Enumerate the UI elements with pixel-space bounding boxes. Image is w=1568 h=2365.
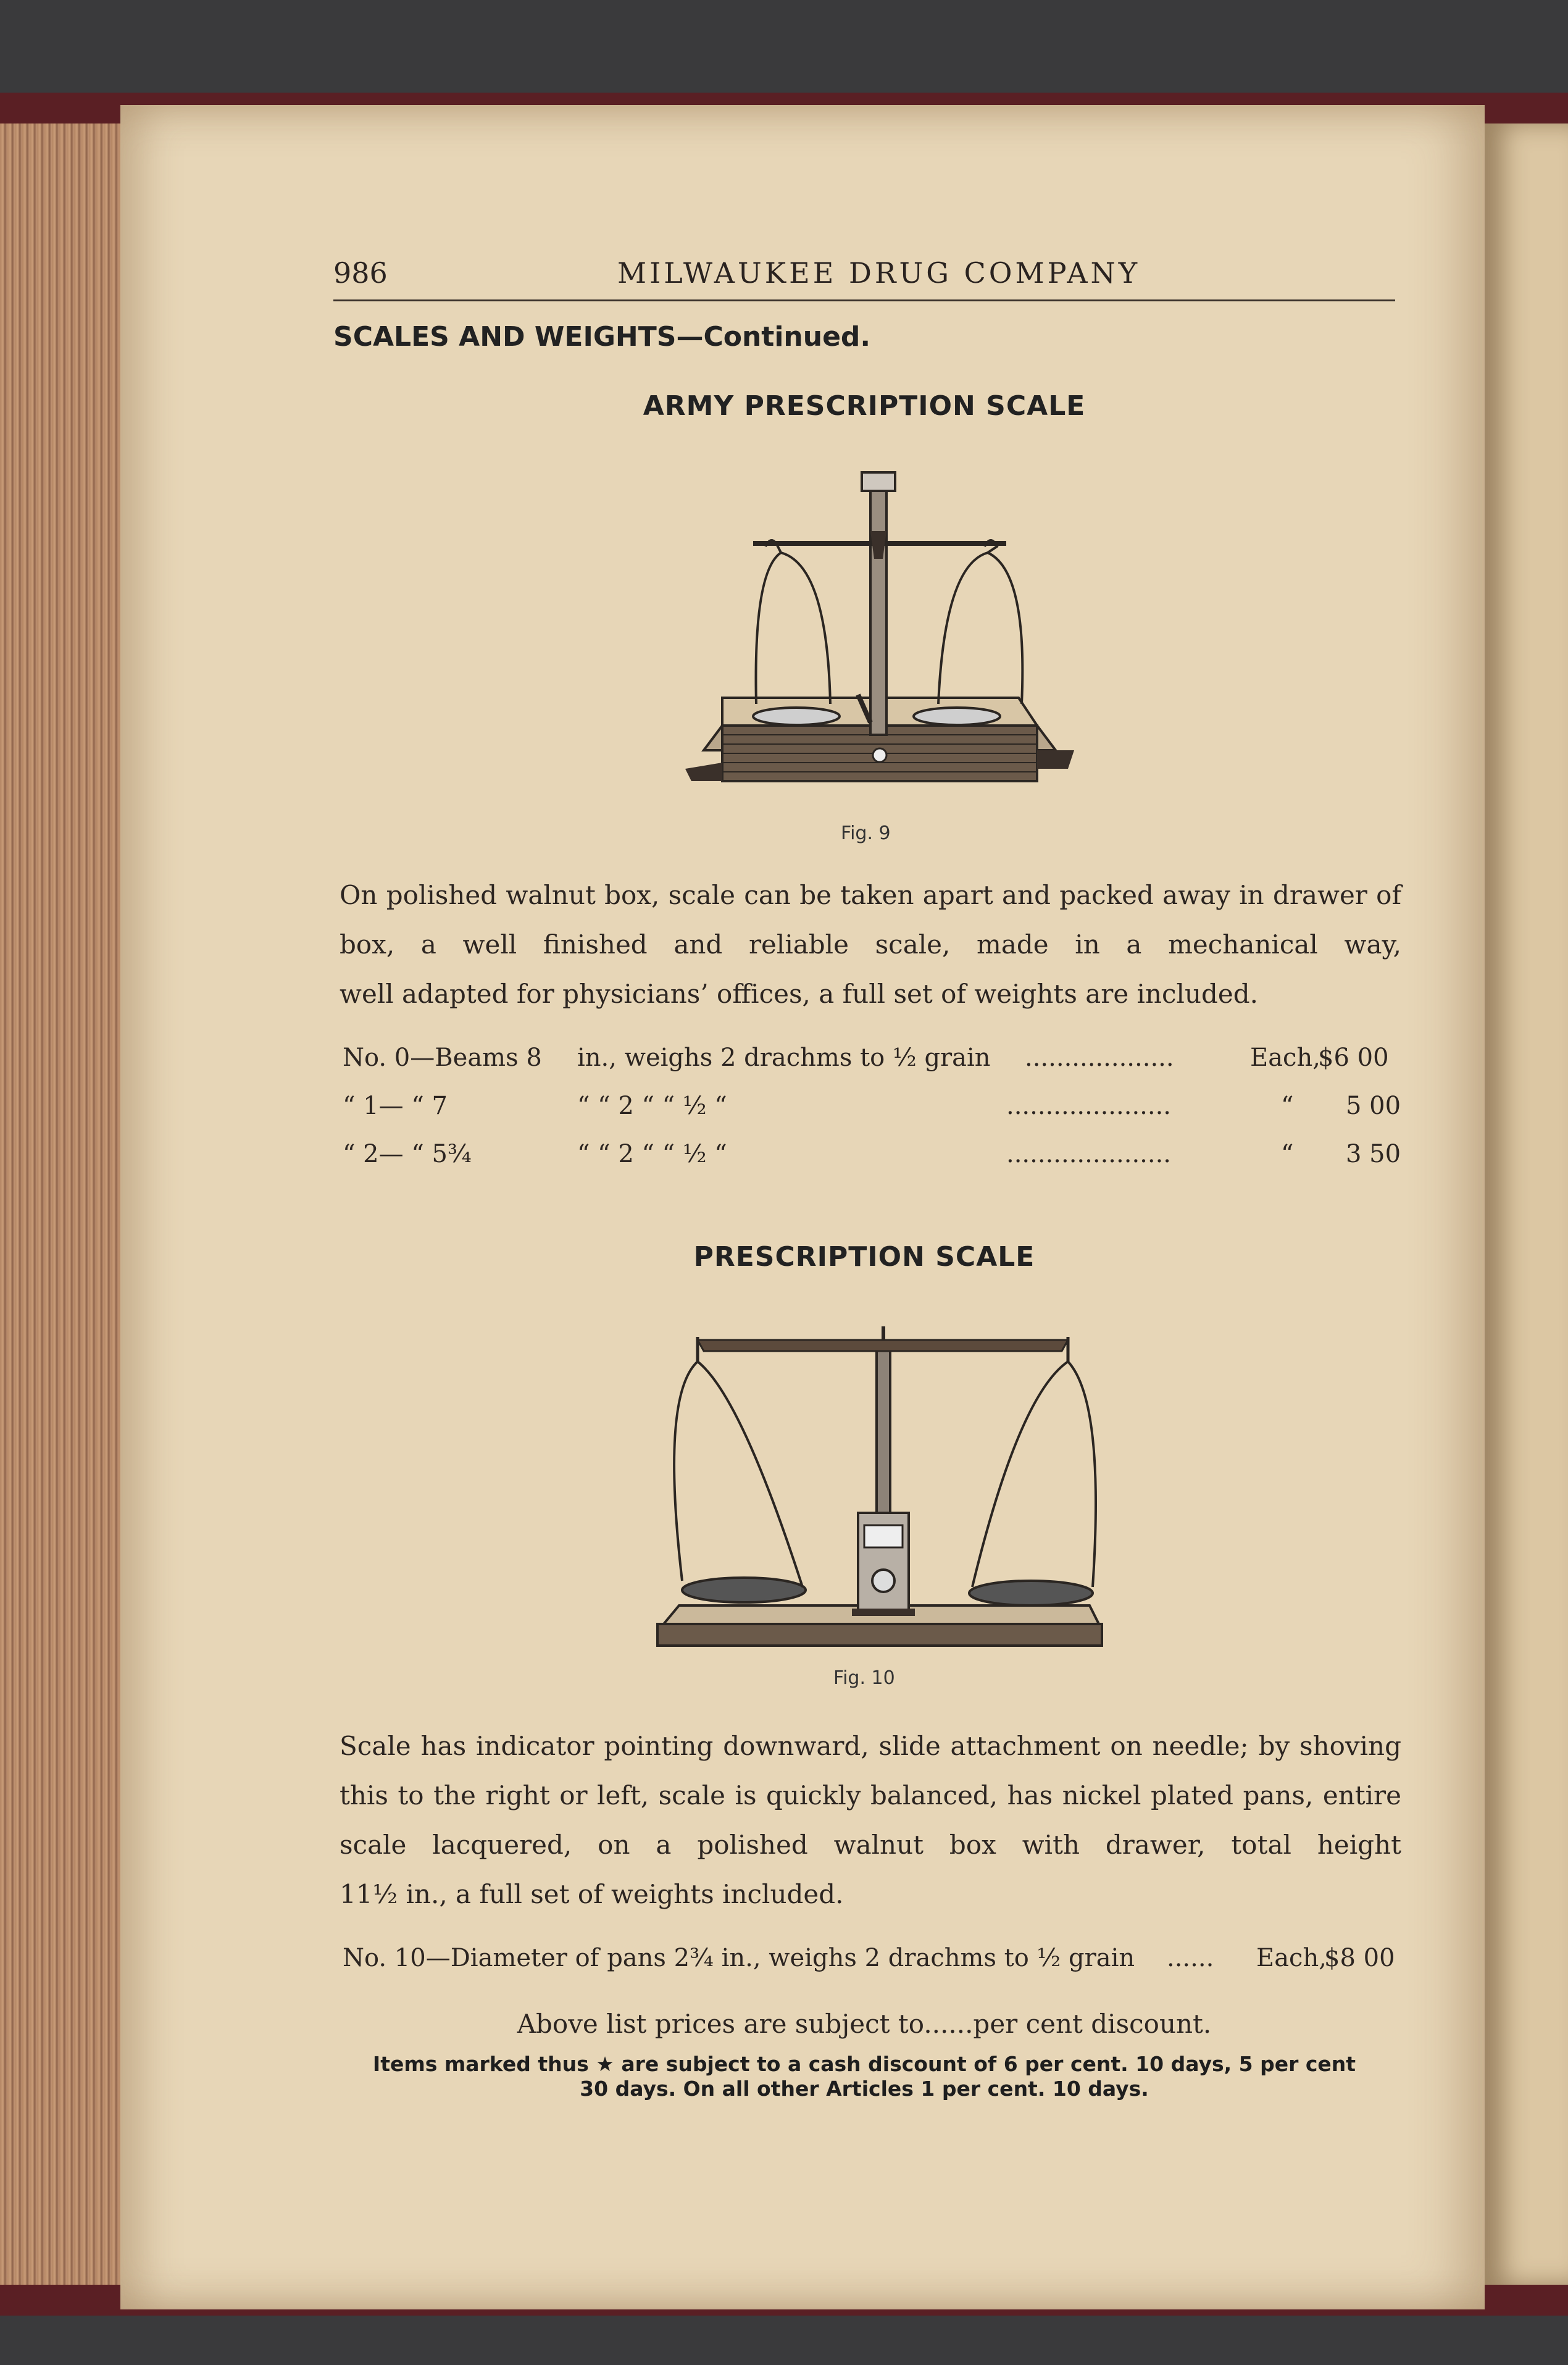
adjacent-page [1485, 123, 1568, 2285]
price-row-1: “ 1— “ 7 “ “ 2 “ “ ½ “ ..................... “ 5 00 [343, 1092, 1401, 1120]
section-title: SCALES AND WEIGHTS—Continued. [333, 321, 871, 353]
header-rule [333, 299, 1395, 301]
footer-line-1: Items marked thus ★ are subject to a cash discount of 6 per cent. 10 days, 5 per cent [372, 2052, 1356, 2076]
running-header: MILWAUKEE DRUG COMPANY [617, 256, 1141, 290]
army-description-last-line: well adapted for physicians’ offices, a full set of weights are included. [340, 979, 1259, 1009]
page-edges [0, 123, 130, 2285]
page-number: 986 [333, 256, 388, 290]
page-header [333, 256, 1395, 299]
prescription-scale-illustration [648, 1315, 1117, 1661]
price-row-10: No. 10—Diameter of pans 2¾ in., weighs 2 drachms to ½ grain ...... Each, $8 00 [343, 1944, 1395, 1972]
army-description-text: On polished walnut box, scale can be taken apart and packed away in drawer of box, a well finished and reliable scale, made in a mechanical way, [340, 880, 1401, 960]
price-row-2: “ 2— “ 5¾ “ “ 2 “ “ ½ “ ..................... “ 3 50 [343, 1140, 1401, 1168]
army-scale-illustration [673, 460, 1093, 818]
footer-line-2: 30 days. On all other Articles 1 per cent. 10 days. [580, 2077, 1149, 2101]
figure-10-label: Fig. 10 [833, 1667, 895, 1689]
discount-note: Above list prices are subject to......per cent discount. [517, 2009, 1212, 2039]
army-scale-title: ARMY PRESCRIPTION SCALE [643, 390, 1086, 422]
prescription-scale-description [340, 1722, 1401, 1919]
prescription-description-last-line: 11½ in., a full set of weights included. [340, 1879, 844, 1909]
price-row-0: No. 0—Beams 8 in., weighs 2 drachms to ½ grain ................... Each, $6 00 [343, 1044, 1389, 1072]
footer-note [333, 2052, 1395, 2101]
prescription-description-text: Scale has indicator pointing downward, slide attachment on needle; by shoving this to the right or left, scale is quickly balanced, has nickel plated pans, entire scale lacquered, on a polished walnut box with drawer, total height [340, 1731, 1401, 1860]
prescription-scale-title: PRESCRIPTION SCALE [693, 1241, 1035, 1273]
figure-9-label: Fig. 9 [841, 823, 891, 844]
army-scale-description [340, 871, 1401, 1019]
